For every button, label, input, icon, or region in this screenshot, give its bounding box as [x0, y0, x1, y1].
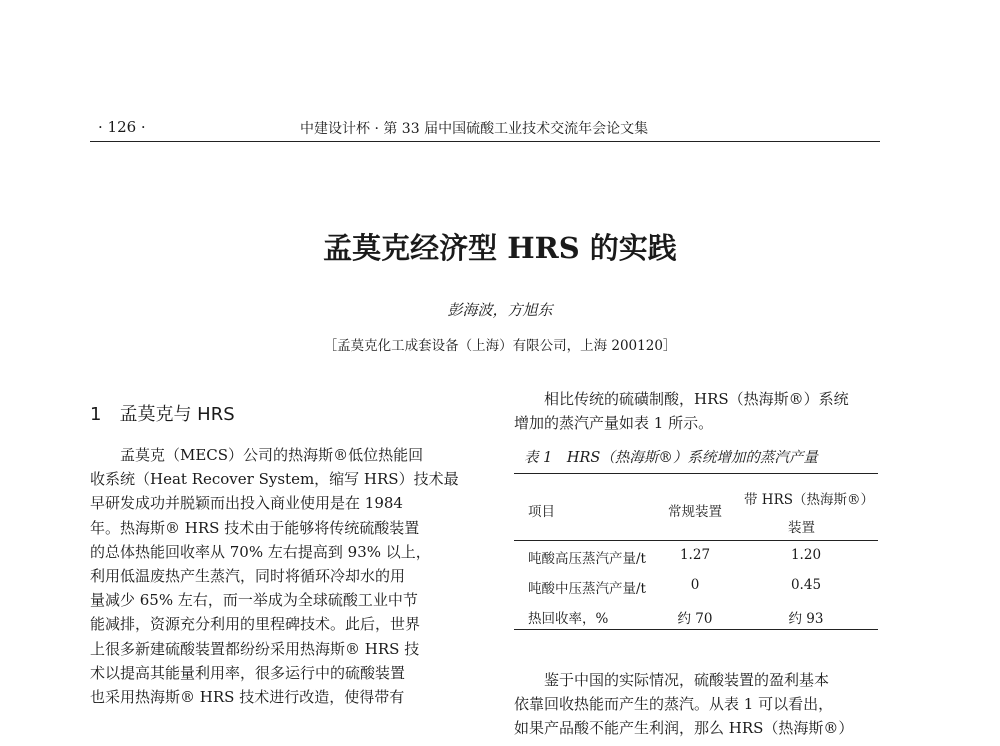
paragraph-line: 也采用热海斯® HRS 技术进行改造，使得带有: [90, 688, 405, 707]
paragraph-line: 年。热海斯® HRS 技术由于能够将传统硫酸装置: [90, 518, 420, 537]
paragraph-line: 收系统（Heat Recover System，缩写 HRS）技术最: [90, 470, 459, 489]
section-number: 1: [90, 404, 102, 425]
paper-title: 孟莫克经济型 HRS 的实践: [323, 231, 677, 265]
table-header-rule: [514, 540, 878, 541]
paragraph-line: 依靠回收热能而产生的蒸汽。从表 1 可以看出，: [514, 695, 834, 714]
table-bottom-rule: [514, 629, 878, 630]
table-top-rule: [514, 473, 878, 474]
table-header-hrs: 带 HRS（热海斯®）: [744, 492, 874, 508]
section-heading: [90, 400, 235, 426]
paragraph-line: 上很多新建硫酸装置都纷纷采用热海斯® HRS 技: [90, 639, 420, 658]
table-cell-hrs: 约 93: [788, 611, 824, 627]
paragraph-line: 能减排，资源充分利用的里程碑技术。此后，世界: [90, 615, 421, 634]
paragraph-line: 增加的蒸汽产量如表 1 所示。: [514, 414, 714, 433]
paragraph-line: 早研发成功并脱颖而出投入商业使用是在 1984: [90, 494, 403, 513]
section1-paragraph: [90, 443, 470, 709]
table-cell-hrs: 0.45: [790, 577, 822, 593]
table-cell-label: 吨酸高压蒸汽产量/t: [528, 551, 646, 567]
paper-affiliation: ［孟莫克化工成套设备（上海）有限公司，上海 200120］: [323, 338, 677, 354]
table-cell-label: 吨酸中压蒸汽产量/t: [528, 581, 646, 597]
table-caption: 表 1 HRS（热海斯®）系统增加的蒸汽产量: [524, 450, 818, 466]
proceedings-title: 中建设计杯 · 第 33 届中国硫酸工业技术交流年会论文集: [300, 121, 649, 137]
section-title: 孟莫克与 HRS: [119, 404, 235, 425]
table-header-conventional: 常规装置: [668, 504, 722, 520]
table-cell-conventional: 约 70: [677, 611, 713, 627]
table-cell-label: 热回收率，%: [528, 611, 609, 627]
paragraph-line: 量减少 65% 左右，而一举成为全球硫酸工业中节: [90, 591, 418, 610]
paragraph-line: 的总体热能回收率从 70% 左右提高到 93% 以上，: [90, 542, 431, 561]
table-intro-paragraph: [514, 387, 884, 435]
paper-authors: 彭海波，方旭东: [447, 301, 553, 319]
page-number: · 126 ·: [98, 118, 146, 136]
header-rule: [90, 141, 880, 142]
table-cell-conventional: 0: [690, 577, 700, 593]
paragraph-line: 相比传统的硫磺制酸，HRS（热海斯®）系统: [514, 390, 849, 408]
paragraph-line: 鉴于中国的实际情况，硫酸装置的盈利基本: [514, 671, 830, 689]
paragraph-line: 术以提高其能量利用率，很多运行中的硫酸装置: [90, 663, 406, 682]
paragraph-line: 如果产品酸不能产生利润，那么 HRS（热海斯®）: [514, 719, 854, 738]
table-cell-hrs: 1.20: [790, 547, 822, 563]
conclusion-paragraph: [514, 668, 884, 741]
paragraph-line: 利用低温废热产生蒸汽，同时将循环冷却水的用: [90, 567, 406, 586]
table-header-hrs-line2: 装置: [788, 520, 815, 536]
table-header-item: 项目: [528, 504, 555, 520]
table-cell-conventional: 1.27: [679, 547, 711, 563]
paragraph-line: 孟莫克（MECS）公司的热海斯®低位热能回: [90, 446, 424, 464]
